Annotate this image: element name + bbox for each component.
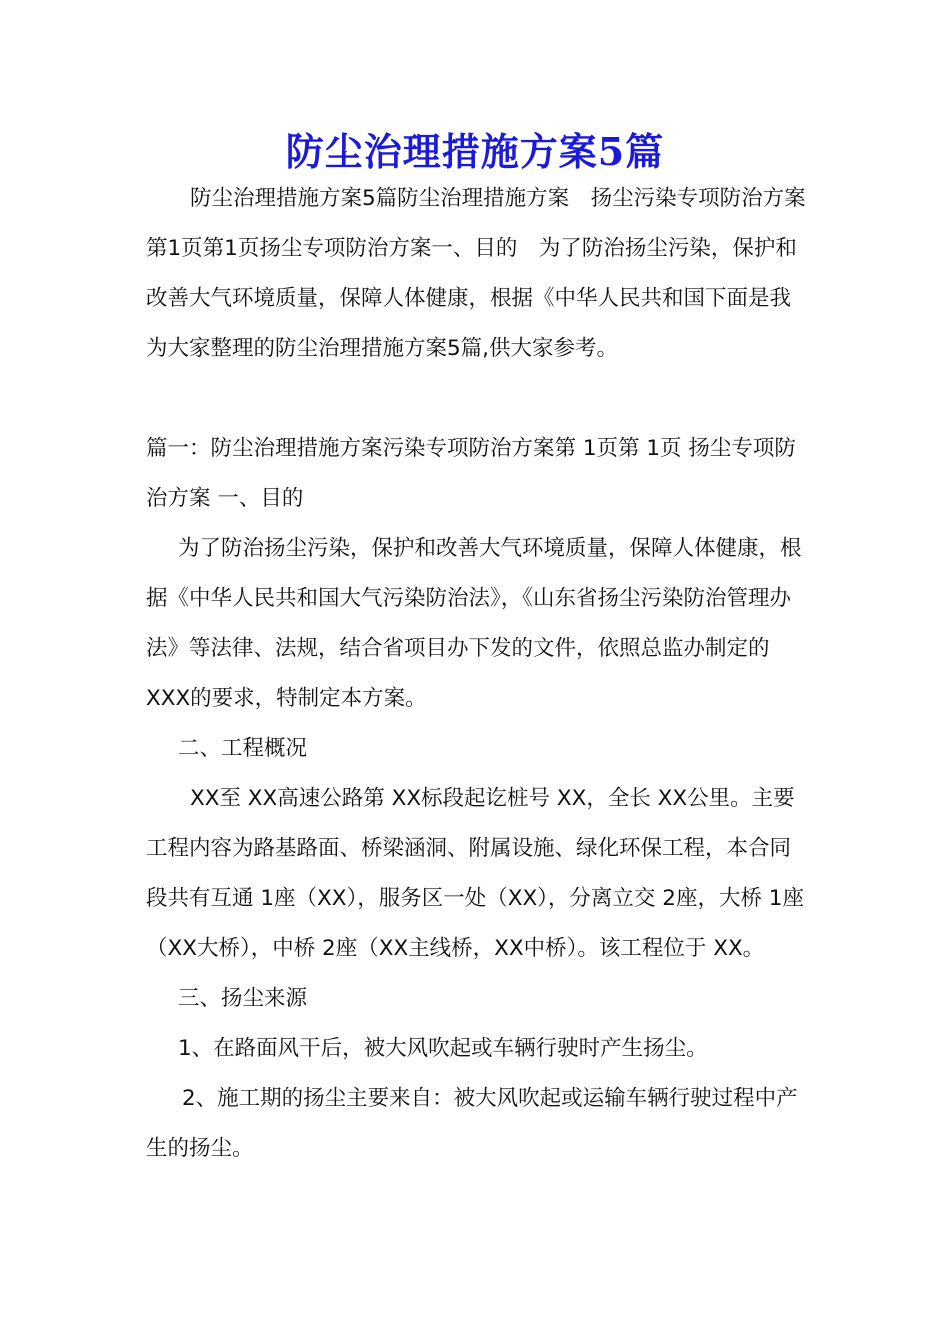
section-heading-dust-sources: 三、扬尘来源 <box>178 986 308 1011</box>
document-title: 防尘治理措施方案5篇 <box>285 129 665 174</box>
main-body <box>146 424 810 1174</box>
project-overview-paragraph: XX至 XX高速公路第 XX标段起讫桩号 XX，全长 XX公里。主要工程内容为路基路面、桥梁涵洞、附属设施、绿化环保工程，本合同段共有互通 1座（XX），服务区一处（XX），分离立交 2座，大桥 1座（XX大桥），中桥 2座（XX主线桥，XX中桥）。该工程位于 XX。 <box>146 786 804 961</box>
section-heading-part-one: 篇一：防尘治理措施方案污染专项防治方案第 1页第 1页 扬尘专项防治方案 一、目的 <box>146 436 796 511</box>
dust-source-item-2: 2、施工期的扬尘主要来自：被大风吹起或运输车辆行驶过程中产生的扬尘。 <box>146 1086 798 1161</box>
dust-source-item-1: 1、在路面风干后，被大风吹起或车辆行驶时产生扬尘。 <box>178 1036 708 1061</box>
intro-paragraph: 防尘治理措施方案5篇防尘治理措施方案 扬尘污染专项防治方案第1页第1页扬尘专项防治方案一、目的 为了防治扬尘污染，保护和改善大气环境质量，保障人体健康，根据《中华人民共和国下面是我为大家整理的防尘治理措施方案5篇,供大家参考。 <box>146 186 806 361</box>
section-heading-project-overview: 二、工程概况 <box>178 736 308 761</box>
purpose-paragraph: 为了防治扬尘污染，保护和改善大气环境质量，保障人体健康，根据《中华人民共和国大气污染防治法》，《山东省扬尘污染防治管理办法》等法律、法规，结合省项目办下发的文件，依照总监办制定的XXX的要求，特制定本方案。 <box>146 536 802 711</box>
intro-block <box>146 174 810 374</box>
